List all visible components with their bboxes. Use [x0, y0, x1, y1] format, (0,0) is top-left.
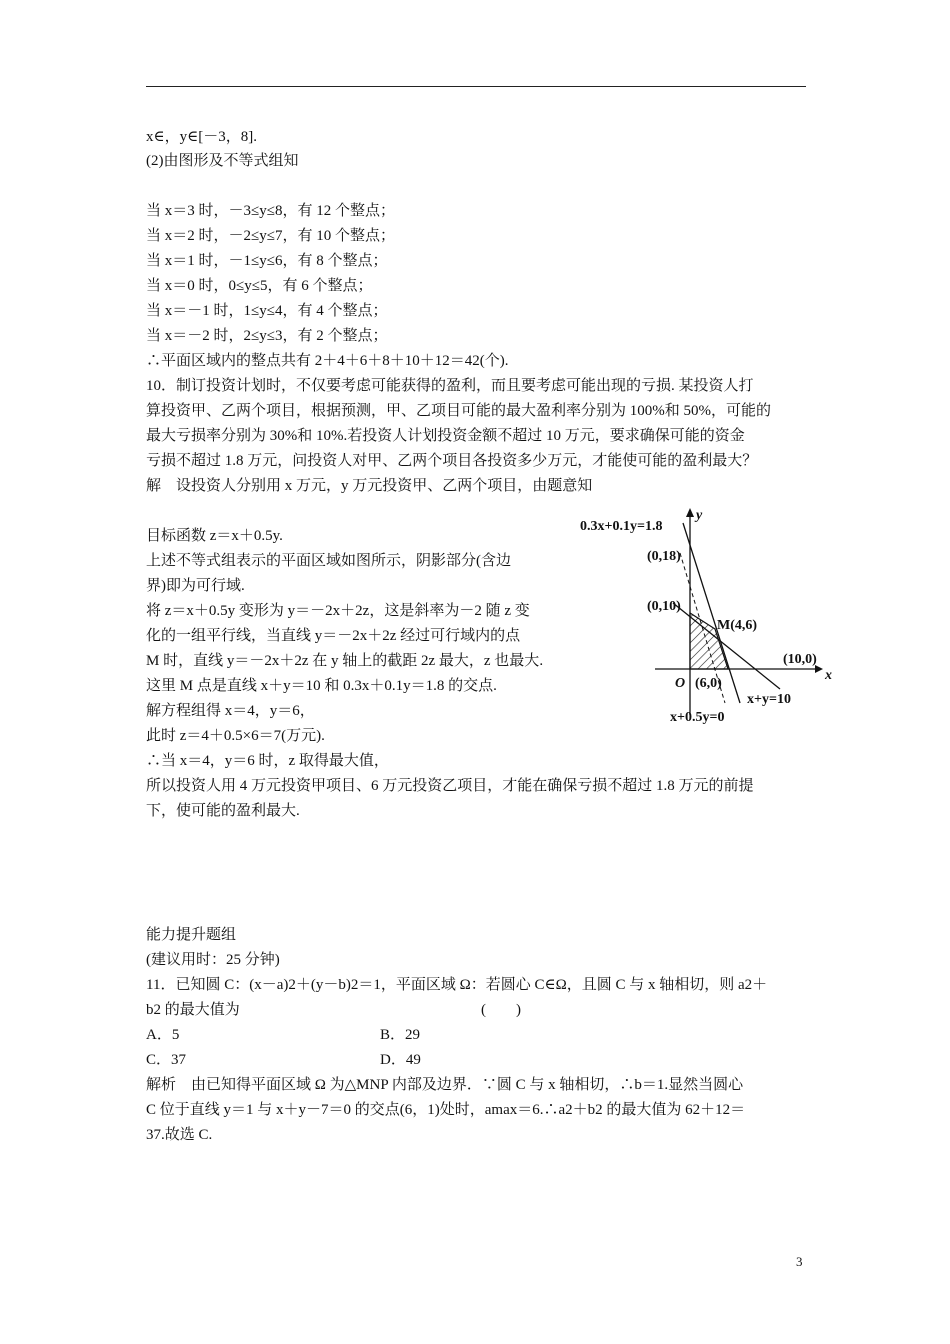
solution-line: 目标函数 z＝x＋0.5y. — [146, 528, 283, 544]
feasible-region-figure — [575, 503, 845, 733]
text-line: x∈，y∈[－3，8]. — [146, 129, 257, 145]
solution-line: 上述不等式组表示的平面区域如图所示，阴影部分(含边 — [146, 553, 511, 569]
text-line: 当 x＝－2 时，2≤y≤3，有 2 个整点； — [146, 328, 388, 344]
problem-11-line: b2 的最大值为 — [146, 1002, 240, 1018]
solution-line: 化的一组平行线，当直线 y＝－2x＋2z 经过可行域内的点 — [146, 628, 521, 644]
problem-10-line: 算投资甲、乙两个项目，根据预测，甲、乙项目可能的最大盈利率分别为 100%和 50%，可能的 — [146, 403, 771, 419]
problem-10-line: 最大亏损率分别为 30%和 10%.若投资人计划投资金额不超过 10 万元，要求确保可能的资金 — [146, 428, 745, 444]
text-line: (2)由图形及不等式组知 — [146, 153, 299, 169]
label-line-1: 0.3x+0.1y=1.8 — [580, 519, 663, 534]
solution-line: 所以投资人用 4 万元投资甲项目、6 万元投资乙项目，才能在确保亏损不超过 1.8 万元的前提 — [146, 778, 754, 794]
suggested-time: (建议用时：25 分钟) — [146, 952, 280, 968]
y-axis-arrow — [686, 508, 694, 517]
solution-line: 界)即为可行域. — [146, 578, 245, 594]
text-line: 当 x＝1 时，－1≤y≤6，有 8 个整点； — [146, 253, 388, 269]
solution-line: M 时，直线 y＝－2x＋2z 在 y 轴上的截距 2z 最大，z 也最大. — [146, 653, 544, 669]
option-b: B．29 — [380, 1027, 421, 1043]
solution-line: 解 设投资人分别用 x 万元，y 万元投资甲、乙两个项目，由题意知 — [146, 478, 593, 494]
page-number: 3 — [796, 1254, 803, 1269]
text-line: 当 x＝0 时，0≤y≤5，有 6 个整点； — [146, 278, 373, 294]
analysis-line: C 位于直线 y＝1 与 x＋y－7＝0 的交点(6，1)处时，amax＝6.∴a2＋b2 的最大值为 62＋12＝ — [146, 1102, 746, 1118]
label-x-axis: x — [825, 668, 832, 683]
solution-line: 解方程组得 x＝4，y＝6， — [146, 703, 315, 719]
label-point-6-0: (6,0) — [695, 676, 722, 691]
label-origin: O — [675, 676, 686, 691]
solution-line: 下，使可能的盈利最大. — [146, 803, 300, 819]
text-line: ∴平面区域内的整点共有 2＋4＋6＋8＋10＋12＝42(个). — [146, 353, 509, 369]
text-line: 当 x＝3 时，－3≤y≤8，有 12 个整点； — [146, 203, 395, 219]
constraint-line-2 — [673, 603, 780, 689]
text-line: 当 x＝2 时，－2≤y≤7，有 10 个整点； — [146, 228, 395, 244]
label-y-axis: y — [696, 508, 703, 523]
label-line-3: x+0.5y=0 — [670, 710, 725, 725]
label-point-m: M(4,6) — [717, 618, 758, 633]
solution-line: ∴当 x＝4，y＝6 时，z 取得最大值， — [146, 753, 389, 769]
text-line: 当 x＝－1 时，1≤y≤4，有 4 个整点； — [146, 303, 388, 319]
solution-line: 此时 z＝4＋0.5×6＝7(万元). — [146, 728, 325, 744]
analysis-line: 37.故选 C. — [146, 1127, 213, 1143]
label-point-0-18: (0,18) — [647, 549, 681, 564]
answer-blank: ( ) — [481, 1002, 521, 1018]
solution-line: 将 z＝x＋0.5y 变形为 y＝－2x＋2z，这是斜率为－2 随 z 变 — [146, 603, 530, 619]
section-title: 能力提升题组 — [146, 927, 237, 943]
option-c: C．37 — [146, 1052, 187, 1068]
problem-11-line: 11．已知圆 C：(x－a)2＋(y－b)2＝1，平面区域 Ω：若圆心 C∈Ω，且圆 C 与 x 轴相切，则 a2＋ — [146, 977, 768, 993]
analysis-line: 解析 由已知得平面区域 Ω 为△MNP 内部及边界．∵圆 C 与 x 轴相切，∴b＝1.显然当圆心 — [146, 1077, 744, 1093]
label-point-10-0: (10,0) — [783, 652, 817, 667]
problem-10-line: 10．制订投资计划时，不仅要考虑可能获得的盈利，而且要考虑可能出现的亏损. 某投资人打 — [146, 378, 754, 394]
label-line-2: x+y=10 — [747, 692, 791, 707]
header-rule — [146, 86, 806, 87]
solution-line: 这里 M 点是直线 x＋y＝10 和 0.3x＋0.1y＝1.8 的交点. — [146, 678, 497, 694]
option-a: A．5 — [146, 1027, 180, 1043]
option-d: D．49 — [380, 1052, 421, 1068]
problem-10-line: 亏损不超过 1.8 万元，问投资人对甲、乙两个项目各投资多少万元，才能使可能的盈利最大？ — [146, 453, 758, 469]
label-point-0-10: (0,10) — [647, 599, 681, 614]
